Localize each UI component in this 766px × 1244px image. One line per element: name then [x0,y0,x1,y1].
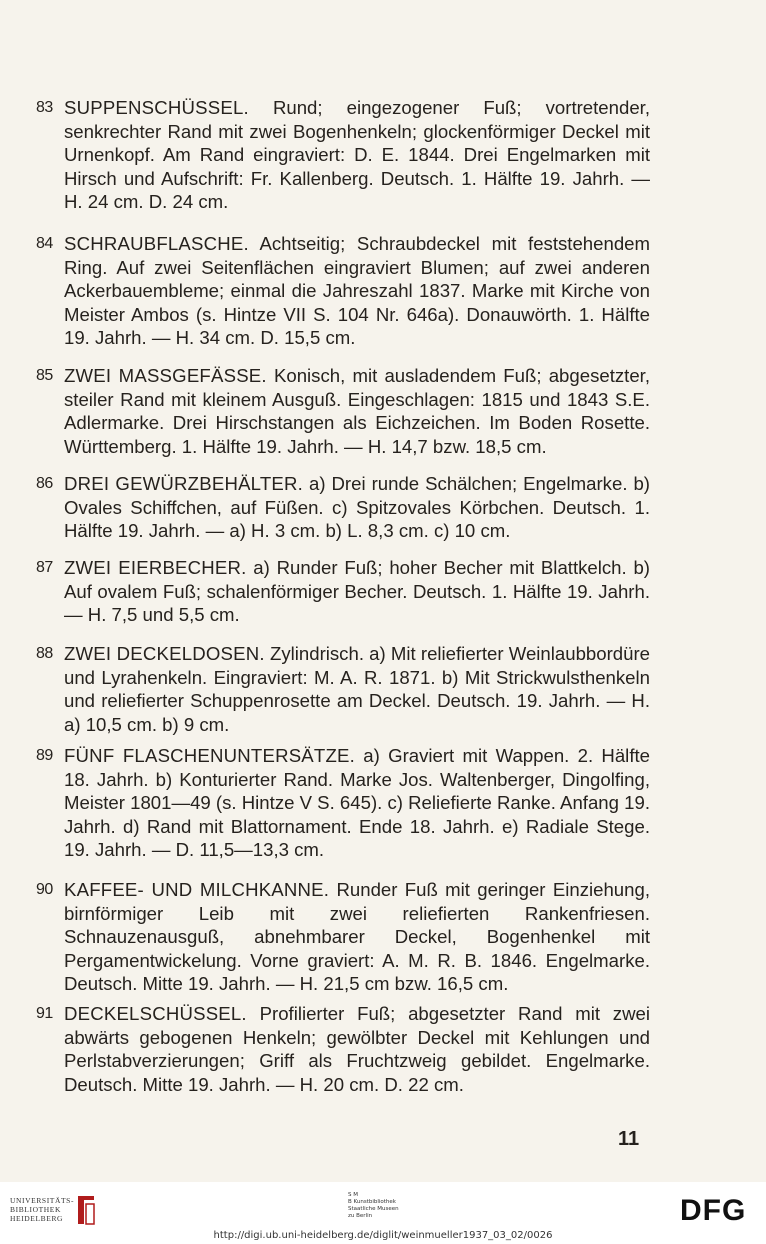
catalog-entry-90 [36,878,650,996]
entry-text: Konisch, mit ausladendem Fuß; abgesetzter, steiler Rand mit kleinem Ausguß. Eingeschlagen: 1815 und 1843 S.E. Adlermarke. Drei Hirschstangen als Eichzeichen. Im Boden Rosette. Württemberg. 1. Hälfte 19. Jahrh. — H. 14,7 bzw. 18,5 cm. [64,365,651,457]
entry-text: a) Graviert mit Wappen. 2. Hälfte 18. Jahrh. b) Konturierter Rand. Marke Jos. Waltenberger, Dingolfing, Meister 1801—49 (s. Hintze V S. 645). c) Reliefierte Ranke. Anfang 19. Jahrh. d) Rand mit Blattornament. Ende 18. Jahrh. e) Radiale Stege. 19. Jahrh. — D. 11,5—13,3 cm. [64,745,650,861]
university-library-logo[interactable] [10,1192,100,1228]
entry-number: 86 [36,475,53,492]
entry-title: FÜNF FLASCHENUNTERSÄTZE. [64,745,355,766]
entry-title: KAFFEE- UND MILCHKANNE. [64,879,330,900]
catalog-entry-83 [36,96,650,214]
dfg-logo[interactable]: DFG [680,1194,747,1227]
entry-number: 89 [36,747,53,764]
entry-text: Runder Fuß mit geringer Einziehung, birnförmiger Leib mit zwei reliefierten Rankenfriesen. Schnauzenausguß, abnehmbarer Deckel, Bogenhenkel mit Pergamentwickelung. Vorne graviert: A. M. R. B. 1846. Engelmarke. Deutsch. Mitte 19. Jahrh. — H. 21,5 cm bzw. 16,5 cm. [64,879,650,995]
source-url-link[interactable]: http://digi.ub.uni-heidelberg.de/diglit/weinmueller1937_03_02/0026 [213,1230,553,1241]
catalog-entry-85 [36,364,650,458]
page-number: 11 [618,1128,640,1150]
entry-title: SUPPENSCHÜSSEL. [64,97,249,118]
entry-text: Rund; eingezogener Fuß; vortretender, senkrechter Rand mit zwei Bogenhenkeln; glockenförmiger Deckel mit Urnenkopf. Am Rand eingraviert: D. E. 1844. Drei Engelmarken mit Hirsch und Aufschrift: Fr. Kallenberg. Deutsch. 1. Hälfte 19. Jahrh. — H. 24 cm. D. 24 cm. [64,97,651,213]
catalog-entry-88 [36,642,650,736]
library-emblem-icon [74,1194,98,1226]
catalog-entry-84 [36,232,650,350]
entry-title: SCHRAUBFLASCHE. [64,233,249,254]
university-library-name: UNIVERSITÄTS- BIBLIOTHEK HEIDELBERG [10,1196,75,1223]
entry-number: 91 [36,1005,53,1022]
entry-title: ZWEI MASSGEFÄSSE. [64,365,267,386]
entry-title: DREI GEWÜRZBEHÄLTER. [64,473,303,494]
entry-text: Achtseitig; Schraubdeckel mit feststehendem Ring. Auf zwei Seitenflächen eingraviert Blumen; auf zwei anderen Ackerbauembleme; einmal die Jahreszahl 1837. Marke mit Kirche von Meister Ambos (s. Hintze VII S. 104 Nr. 646a). Donauwörth. 1. Hälfte 19. Jahrh. — H. 34 cm. D. 15,5 cm. [64,233,651,349]
museum-credit: S M B Kunstbibliothek Staatliche Museen zu Berlin [348,1192,399,1219]
entry-text: a) Runder Fuß; hoher Becher mit Blattkelch. b) Auf ovalem Fuß; schalenförmiger Becher. Deutsch. 1. Hälfte 19. Jahrh. — H. 7,5 und 5,5 cm. [64,557,650,626]
entry-number: 90 [36,881,53,898]
catalog-entry-91 [36,1002,650,1096]
entry-title: ZWEI EIERBECHER. [64,557,247,578]
entry-title: ZWEI DECKELDOSEN. [64,643,265,664]
entry-number: 87 [36,559,53,576]
entry-number: 88 [36,645,53,662]
catalog-entry-87 [36,556,650,627]
digitization-footer [0,1182,766,1244]
entry-text: Profilierter Fuß; abgesetzter Rand mit zwei abwärts gebogenen Henkeln; gewölbter Deckel mit Kehlungen und Perlstabverzierungen; Griff als Fruchtzweig gebildet. Engelmarke. Deutsch. Mitte 19. Jahrh. — H. 20 cm. D. 22 cm. [64,1003,651,1095]
entry-number: 84 [36,235,53,252]
entry-number: 85 [36,367,53,384]
entry-text: Zylindrisch. a) Mit reliefierter Weinlaubbordüre und Lyrahenkeln. Eingraviert: M. A. R. 1871. b) Mit Strickwulsthenkeln und reliefierter Schuppenrosette am Deckel. Deutsch. 19. Jahrh. — H. a) 10,5 cm. b) 9 cm. [64,643,651,735]
entry-title: DECKELSCHÜSSEL. [64,1003,247,1024]
catalog-entry-86 [36,472,650,543]
catalog-entry-89 [36,744,650,862]
entry-number: 83 [36,99,53,116]
entry-text: a) Drei runde Schälchen; Engelmarke. b) Ovales Schiffchen, auf Füßen. c) Spitzovales Körbchen. Deutsch. 1. Hälfte 19. Jahrh. — a) H. 3 cm. b) L. 8,3 cm. c) 10 cm. [64,473,651,542]
